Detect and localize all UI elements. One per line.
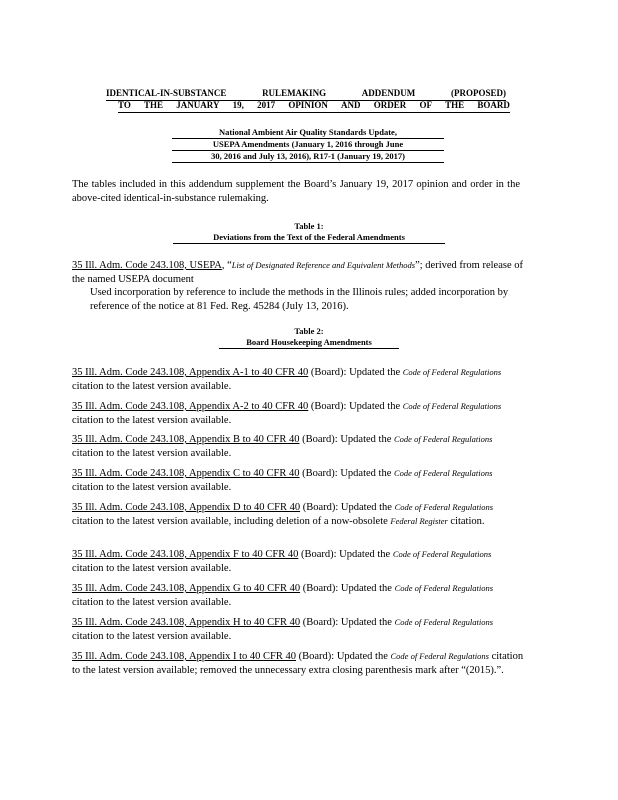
table2-entry — [72, 582, 524, 609]
entry-italic: List of Designated Reference and Equivalent Methods — [231, 260, 416, 270]
rulemaking-subtitle — [172, 127, 444, 163]
title-word: THE — [445, 100, 465, 110]
entry-citation: 35 Ill. Adm. Code 243.108, Appendix H to 40 CFR 40 — [72, 617, 301, 628]
subtitle-line-2: USEPA Amendments (January 1, 2016 through June — [172, 139, 444, 151]
entry-text: (Board): Updated the — [300, 502, 395, 513]
entry-citation: 35 Ill. Adm. Code 243.108, Appendix G to 40 CFR 40 — [72, 583, 301, 594]
table1-heading — [0, 221, 618, 244]
entry-text: citation. — [447, 515, 485, 527]
title-word: (PROPOSED) — [450, 88, 506, 98]
entry-text: citation to the latest version available. — [72, 630, 232, 642]
entry-text: citation to the latest version available. — [72, 380, 232, 392]
entry-text: ”; derived from release of the named USEPA document — [72, 260, 523, 285]
title-word: JANUARY — [176, 100, 220, 110]
table2-entry — [72, 548, 524, 575]
title-word: 2017 — [257, 100, 276, 110]
entry-text: citation to the latest version available; removed the unnecessary extra closing parenthesis mark after “(2015).”. — [72, 651, 524, 676]
subtitle-line-1: National Ambient Air Quality Standards Update, — [172, 127, 444, 139]
entry-text: citation to the latest version available. — [72, 562, 232, 574]
table1-entry — [72, 259, 524, 313]
intro-paragraph: The tables included in this addendum supplement the Board’s January 19, 2017 opinion and order in the above-cited identical-in-substance rulemaking. — [72, 179, 520, 204]
title-word: RULEMAKING — [262, 88, 327, 98]
entry-text: (Board): Updated the — [300, 617, 395, 628]
entry-text: (Board): Updated the — [308, 401, 403, 412]
title-word: TO — [118, 100, 131, 110]
table1-caption: Deviations from the Text of the Federal Amendments — [173, 232, 445, 244]
entry-italic: Code of Federal Regulations — [394, 617, 494, 627]
entry-text: (Board): Updated the — [308, 367, 403, 378]
entry-text: citation to the latest version available. — [72, 447, 232, 459]
table2-entry — [72, 467, 524, 494]
table2-entry — [72, 366, 524, 393]
entry-italic: Code of Federal Regulations — [394, 502, 494, 512]
entry-text: citation to the latest version available. — [72, 414, 232, 426]
table2-entry — [72, 501, 524, 528]
entry-text: (Board): Updated the — [296, 651, 391, 662]
title-word: 19, — [232, 100, 244, 110]
table2-entry — [72, 400, 524, 427]
entry-citation: 35 Ill. Adm. Code 243.108, Appendix A-2 to 40 CFR 40 — [72, 401, 309, 412]
entry-citation: 35 Ill. Adm. Code 243.108, Appendix I to 40 CFR 40 — [72, 651, 297, 662]
entry-text: , “ — [221, 260, 232, 271]
title-word: THE — [144, 100, 164, 110]
entry-text: (Board): Updated the — [299, 434, 394, 445]
entry-text: citation to the latest version available, including deletion of a now-obsolete — [72, 515, 391, 527]
entry-detail: Used incorporation by reference to include the methods in the Illinois rules; added incorporation by reference of the notice at 81 Fed. Reg. 45284 (July 13, 2016). — [90, 287, 509, 312]
entry-italic: Code of Federal Regulations — [402, 401, 502, 411]
title-line-2 — [118, 100, 510, 113]
subtitle-line-3: 30, 2016 and July 13, 2016), R17-1 (January 19, 2017) — [172, 151, 444, 163]
table2-caption: Board Housekeeping Amendments — [219, 337, 399, 349]
title-word: ADDENDUM — [361, 88, 416, 98]
table2-entry — [72, 616, 524, 643]
entry-citation: 35 Ill. Adm. Code 243.108, Appendix D to 40 CFR 40 — [72, 502, 301, 513]
entry-italic: Code of Federal Regulations — [394, 468, 493, 478]
table2-label: Table 2: — [294, 326, 324, 336]
entry-citation: 35 Ill. Adm. Code 243.108, Appendix F to 40 CFR 40 — [72, 549, 299, 560]
table2-entry — [72, 433, 524, 460]
entry-italic: Code of Federal Regulations — [394, 434, 493, 444]
entry-text: (Board): Updated the — [299, 468, 394, 479]
table1-label: Table 1: — [294, 221, 324, 231]
table2-heading — [0, 326, 618, 349]
entry-citation: 35 Ill. Adm. Code 243.108, Appendix B to 40 CFR 40 — [72, 434, 300, 445]
entry-text: (Board): Updated the — [300, 583, 395, 594]
title-word: AND — [341, 100, 361, 110]
title-word: ORDER — [373, 100, 407, 110]
entry-text: citation to the latest version available. — [72, 481, 232, 493]
table2-entry — [72, 650, 524, 677]
entry-citation: 35 Ill. Adm. Code 243.108, Appendix C to 40 CFR 40 — [72, 468, 300, 479]
title-word: IDENTICAL-IN-SUBSTANCE — [106, 88, 227, 98]
entry-italic: Code of Federal Regulations — [392, 549, 492, 559]
entry-citation: 35 Ill. Adm. Code 243.108, Appendix A-1 to 40 CFR 40 — [72, 367, 309, 378]
entry-text: citation to the latest version available. — [72, 596, 232, 608]
entry-italic: Code of Federal Regulations — [390, 651, 489, 661]
title-word: OF — [419, 100, 432, 110]
title-word: OPINION — [288, 100, 328, 110]
title-word: BOARD — [477, 100, 510, 110]
entry-italic: Code of Federal Regulations — [402, 367, 502, 377]
entry-italic: Federal Register — [390, 515, 448, 526]
entry-italic: Code of Federal Regulations — [394, 583, 494, 593]
entry-citation: 35 Ill. Adm. Code 243.108, USEPA — [72, 260, 222, 271]
entry-text: (Board): Updated the — [298, 549, 393, 560]
